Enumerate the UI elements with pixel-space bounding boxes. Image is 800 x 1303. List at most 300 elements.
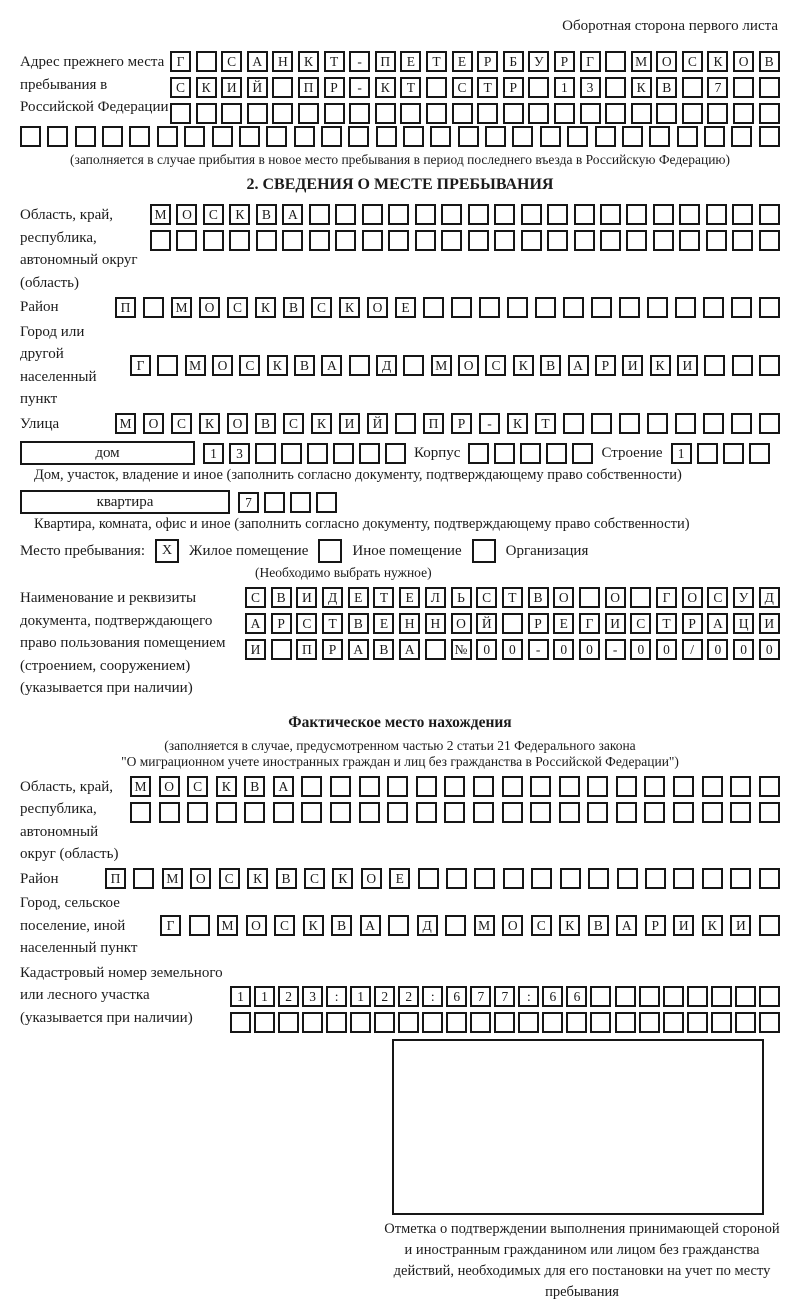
char-cell [503, 103, 524, 124]
char-cell: Й [247, 77, 268, 98]
char-cell [521, 230, 542, 251]
char-cell [273, 802, 294, 823]
char-cell [547, 230, 568, 251]
char-cell: О [361, 868, 382, 889]
char-cell: И [221, 77, 242, 98]
char-cell [130, 802, 151, 823]
char-cell: 6 [542, 986, 563, 1007]
char-cell [359, 443, 380, 464]
char-cell: И [296, 587, 317, 608]
char-cell: Р [477, 51, 498, 72]
char-cell [502, 613, 523, 634]
char-cell [272, 77, 293, 98]
char-cell [723, 443, 744, 464]
char-cell [663, 1012, 684, 1033]
actual-city-label: Город, сельское поселение, иной населенный пункт [20, 895, 138, 956]
char-cell: О [605, 587, 626, 608]
char-cell: 7 [470, 986, 491, 1007]
residential-checkbox: X [155, 539, 179, 563]
char-cell: С [304, 868, 325, 889]
city-row [130, 355, 780, 376]
char-cell: М [130, 776, 151, 797]
stay-type-row [20, 539, 780, 563]
char-cell [326, 1012, 347, 1033]
region-row-2 [150, 230, 780, 251]
char-cell [485, 126, 506, 147]
char-cell [255, 443, 276, 464]
char-cell [187, 802, 208, 823]
char-cell [559, 802, 580, 823]
char-cell: К [199, 413, 220, 434]
char-cell: А [568, 355, 589, 376]
char-cell [574, 204, 595, 225]
char-cell: В [588, 915, 609, 936]
char-cell: К [216, 776, 237, 797]
char-cell [422, 1012, 443, 1033]
char-cell [759, 103, 780, 124]
char-cell [426, 103, 447, 124]
char-cell [301, 776, 322, 797]
char-cell [468, 230, 489, 251]
char-cell [494, 1012, 515, 1033]
house-row [20, 441, 780, 465]
char-cell: - [349, 77, 370, 98]
char-cell [702, 776, 723, 797]
char-cell [426, 77, 447, 98]
char-cell [595, 126, 616, 147]
char-cell: 1 [254, 986, 275, 1007]
char-cell [294, 126, 315, 147]
char-cell [398, 1012, 419, 1033]
char-cell: С [452, 77, 473, 98]
char-cell [452, 103, 473, 124]
char-cell: Р [554, 51, 575, 72]
char-cell: : [326, 986, 347, 1007]
char-cell [468, 204, 489, 225]
char-cell: Г [579, 613, 600, 634]
char-cell [749, 443, 770, 464]
char-cell [446, 1012, 467, 1033]
char-cell: С [283, 413, 304, 434]
prev-address-row-1 [170, 51, 780, 72]
char-cell [282, 230, 303, 251]
char-cell [697, 443, 718, 464]
char-cell [362, 204, 383, 225]
char-cell [388, 204, 409, 225]
char-cell [645, 868, 666, 889]
char-cell: Р [682, 613, 703, 634]
char-cell [298, 103, 319, 124]
char-cell [759, 802, 780, 823]
char-cell [574, 230, 595, 251]
char-cell: В [255, 413, 276, 434]
char-cell: Р [528, 613, 549, 634]
char-cell: С [682, 51, 703, 72]
char-cell: Ь [451, 587, 472, 608]
char-cell [507, 297, 528, 318]
char-cell [266, 126, 287, 147]
char-cell: К [339, 297, 360, 318]
char-cell [239, 126, 260, 147]
char-cell [733, 77, 754, 98]
char-cell [335, 230, 356, 251]
char-cell [591, 297, 612, 318]
char-cell: 2 [278, 986, 299, 1007]
char-cell: К [702, 915, 723, 936]
char-cell [307, 443, 328, 464]
char-cell [653, 204, 674, 225]
char-cell: К [650, 355, 671, 376]
char-cell [400, 103, 421, 124]
char-cell [20, 126, 41, 147]
char-cell: В [256, 204, 277, 225]
char-cell [707, 103, 728, 124]
char-cell: С [531, 915, 552, 936]
char-cell: : [422, 986, 443, 1007]
char-cell [159, 802, 180, 823]
char-cell: Д [376, 355, 397, 376]
char-cell [229, 230, 250, 251]
actual-district-label: Район [20, 870, 59, 887]
house-caption: Дом, участок, владение и иное (заполнить согласно документу, подтверждающему право собственности) [34, 467, 682, 483]
char-cell [416, 802, 437, 823]
prev-address-row-3 [170, 103, 780, 124]
char-cell [616, 802, 637, 823]
char-cell: К [332, 868, 353, 889]
char-cell [616, 776, 637, 797]
char-cell [395, 413, 416, 434]
char-cell: 2 [374, 986, 395, 1007]
house-number-cells [203, 443, 406, 464]
char-cell [590, 1012, 611, 1033]
char-cell: С [239, 355, 260, 376]
char-cell: С [171, 413, 192, 434]
char-cell [731, 297, 752, 318]
char-cell: Д [322, 587, 343, 608]
char-cell: 0 [630, 639, 651, 660]
char-cell [605, 51, 626, 72]
korpus-cells [468, 443, 593, 464]
char-cell: К [303, 915, 324, 936]
char-cell: В [373, 639, 394, 660]
char-cell [403, 355, 424, 376]
char-cell: С [227, 297, 248, 318]
char-cell: Р [324, 77, 345, 98]
page-side-label: Оборотная сторона первого листа [562, 18, 778, 34]
char-cell: К [707, 51, 728, 72]
char-cell: П [296, 639, 317, 660]
char-cell: Р [271, 613, 292, 634]
char-cell: 0 [579, 639, 600, 660]
char-cell [704, 126, 725, 147]
char-cell: О [553, 587, 574, 608]
char-cell: 7 [494, 986, 515, 1007]
char-cell: 0 [759, 639, 780, 660]
char-cell [759, 204, 780, 225]
char-cell [615, 1012, 636, 1033]
char-cell [388, 915, 409, 936]
char-cell: В [348, 613, 369, 634]
char-cell: О [190, 868, 211, 889]
district-row [115, 297, 780, 318]
char-cell [176, 230, 197, 251]
char-cell [474, 868, 495, 889]
char-cell: Е [373, 613, 394, 634]
char-cell: О [733, 51, 754, 72]
char-cell: С [221, 51, 242, 72]
char-cell: Е [395, 297, 416, 318]
char-cell [254, 1012, 275, 1033]
prev-address-row-2 [170, 77, 780, 98]
char-cell: 1 [203, 443, 224, 464]
char-cell: 0 [553, 639, 574, 660]
char-cell: К [631, 77, 652, 98]
char-cell [759, 126, 780, 147]
char-cell [321, 126, 342, 147]
char-cell [425, 639, 446, 660]
char-cell [677, 126, 698, 147]
char-cell [675, 413, 696, 434]
char-cell [133, 868, 154, 889]
char-cell: Е [399, 587, 420, 608]
char-cell: К [298, 51, 319, 72]
char-cell: М [115, 413, 136, 434]
char-cell: А [399, 639, 420, 660]
char-cell: С [485, 355, 506, 376]
char-cell [630, 587, 651, 608]
char-cell: - [528, 639, 549, 660]
char-cell [324, 103, 345, 124]
actual-district-row [105, 868, 780, 889]
char-cell [619, 297, 640, 318]
char-cell [330, 802, 351, 823]
char-cell [473, 802, 494, 823]
char-cell [196, 51, 217, 72]
char-cell [605, 103, 626, 124]
char-cell [554, 103, 575, 124]
form-page [20, 0, 780, 1303]
char-cell [477, 103, 498, 124]
char-cell [349, 103, 370, 124]
char-cell: 6 [566, 986, 587, 1007]
char-cell [733, 103, 754, 124]
char-cell [212, 126, 233, 147]
prev-address-field [20, 51, 780, 124]
cadastral-row-2 [230, 1012, 780, 1033]
char-cell: Т [426, 51, 447, 72]
char-cell: О [451, 613, 472, 634]
char-cell: В [271, 587, 292, 608]
char-cell: С [219, 868, 240, 889]
char-cell: Н [399, 613, 420, 634]
other-premises-checkbox [318, 539, 342, 563]
char-cell: Й [476, 613, 497, 634]
char-cell: А [707, 613, 728, 634]
actual-region-row-2 [130, 802, 780, 823]
char-cell: Р [645, 915, 666, 936]
char-cell [520, 443, 541, 464]
char-cell: Е [389, 868, 410, 889]
residential-label: Жилое помещение [189, 542, 309, 559]
char-cell [309, 204, 330, 225]
char-cell [759, 297, 780, 318]
char-cell: О [176, 204, 197, 225]
char-cell: Т [535, 413, 556, 434]
char-cell: А [360, 915, 381, 936]
char-cell [732, 355, 753, 376]
char-cell: С [630, 613, 651, 634]
char-cell [528, 103, 549, 124]
char-cell [502, 802, 523, 823]
district-label: Район [20, 299, 59, 315]
char-cell: А [282, 204, 303, 225]
char-cell: П [298, 77, 319, 98]
char-cell [590, 986, 611, 1007]
char-cell [732, 204, 753, 225]
stay-type-label: Место пребывания: [20, 542, 145, 559]
char-cell [416, 776, 437, 797]
char-cell: А [616, 915, 637, 936]
document-label: Наименование и реквизиты документа, подтверждающего право пользования помещением (строением, сооружением) (указывается при наличии) [20, 590, 226, 696]
char-cell: В [276, 868, 297, 889]
document-field [20, 587, 780, 700]
char-cell [374, 1012, 395, 1033]
char-cell: С [296, 613, 317, 634]
char-cell [247, 103, 268, 124]
char-cell [703, 413, 724, 434]
char-cell [605, 77, 626, 98]
actual-region-row-1 [130, 776, 780, 797]
char-cell [759, 986, 780, 1007]
char-cell: Е [553, 613, 574, 634]
char-cell [418, 868, 439, 889]
char-cell: А [348, 639, 369, 660]
char-cell: М [474, 915, 495, 936]
char-cell: О [227, 413, 248, 434]
char-cell: О [458, 355, 479, 376]
char-cell: 3 [229, 443, 250, 464]
char-cell [530, 802, 551, 823]
actual-location-note-2: "О миграционном учете иностранных граждан и лиц без гражданства в Российской Федерации") [121, 753, 679, 769]
char-cell [348, 126, 369, 147]
char-cell [278, 1012, 299, 1033]
char-cell [349, 355, 370, 376]
char-cell [47, 126, 68, 147]
char-cell [588, 868, 609, 889]
char-cell [75, 126, 96, 147]
char-cell [759, 355, 780, 376]
char-cell [591, 413, 612, 434]
city-field [20, 321, 780, 411]
char-cell [143, 297, 164, 318]
char-cell: 0 [656, 639, 677, 660]
char-cell [706, 204, 727, 225]
char-cell [479, 297, 500, 318]
char-cell: 7 [238, 492, 259, 513]
actual-region-label: Область, край, республика, автономный округ (область) [20, 778, 119, 862]
char-cell: Т [324, 51, 345, 72]
char-cell [441, 204, 462, 225]
char-cell: 0 [733, 639, 754, 660]
char-cell [679, 230, 700, 251]
actual-city-field [20, 892, 780, 960]
apartment-type-box: квартира [20, 490, 230, 514]
char-cell [673, 776, 694, 797]
char-cell [580, 103, 601, 124]
char-cell [563, 413, 584, 434]
char-cell: С [170, 77, 191, 98]
house-type-box: дом [20, 441, 195, 465]
char-cell [600, 230, 621, 251]
char-cell: И [677, 355, 698, 376]
cadastral-field [20, 962, 780, 1033]
char-cell [531, 868, 552, 889]
char-cell: С [245, 587, 266, 608]
char-cell [150, 230, 171, 251]
char-cell [644, 802, 665, 823]
char-cell [157, 355, 178, 376]
char-cell: В [331, 915, 352, 936]
char-cell: С [311, 297, 332, 318]
char-cell [759, 230, 780, 251]
char-cell: О [159, 776, 180, 797]
char-cell: 0 [502, 639, 523, 660]
char-cell: М [217, 915, 238, 936]
char-cell [333, 443, 354, 464]
char-cell [415, 230, 436, 251]
char-cell: А [273, 776, 294, 797]
char-cell: Л [425, 587, 446, 608]
char-cell: М [431, 355, 452, 376]
char-cell: Е [452, 51, 473, 72]
char-cell: Р [503, 77, 524, 98]
char-cell [503, 868, 524, 889]
char-cell [256, 230, 277, 251]
char-cell [759, 915, 780, 936]
char-cell [759, 413, 780, 434]
char-cell [647, 297, 668, 318]
char-cell [221, 103, 242, 124]
char-cell [702, 868, 723, 889]
char-cell: / [682, 639, 703, 660]
char-cell: Т [400, 77, 421, 98]
char-cell [587, 802, 608, 823]
char-cell [731, 126, 752, 147]
char-cell: О [502, 915, 523, 936]
char-cell [535, 297, 556, 318]
char-cell: К [255, 297, 276, 318]
char-cell [502, 776, 523, 797]
char-cell: Р [322, 639, 343, 660]
char-cell: С [203, 204, 224, 225]
char-cell: И [673, 915, 694, 936]
apartment-caption: Квартира, комната, офис и иное (заполнить согласно документу, подтверждающему право собственности) [34, 516, 690, 532]
document-row-1 [245, 587, 780, 608]
char-cell: О [246, 915, 267, 936]
char-cell: 7 [707, 77, 728, 98]
actual-region-field [20, 776, 780, 866]
prev-address-label: Адрес прежнего места пребывания в Российской Федерации [20, 54, 169, 115]
char-cell [403, 126, 424, 147]
char-cell [470, 1012, 491, 1033]
char-cell [735, 986, 756, 1007]
char-cell: : [518, 986, 539, 1007]
char-cell [731, 413, 752, 434]
other-premises-label: Иное помещение [352, 542, 462, 559]
char-cell: М [631, 51, 652, 72]
document-row-2 [245, 613, 780, 634]
char-cell: С [476, 587, 497, 608]
